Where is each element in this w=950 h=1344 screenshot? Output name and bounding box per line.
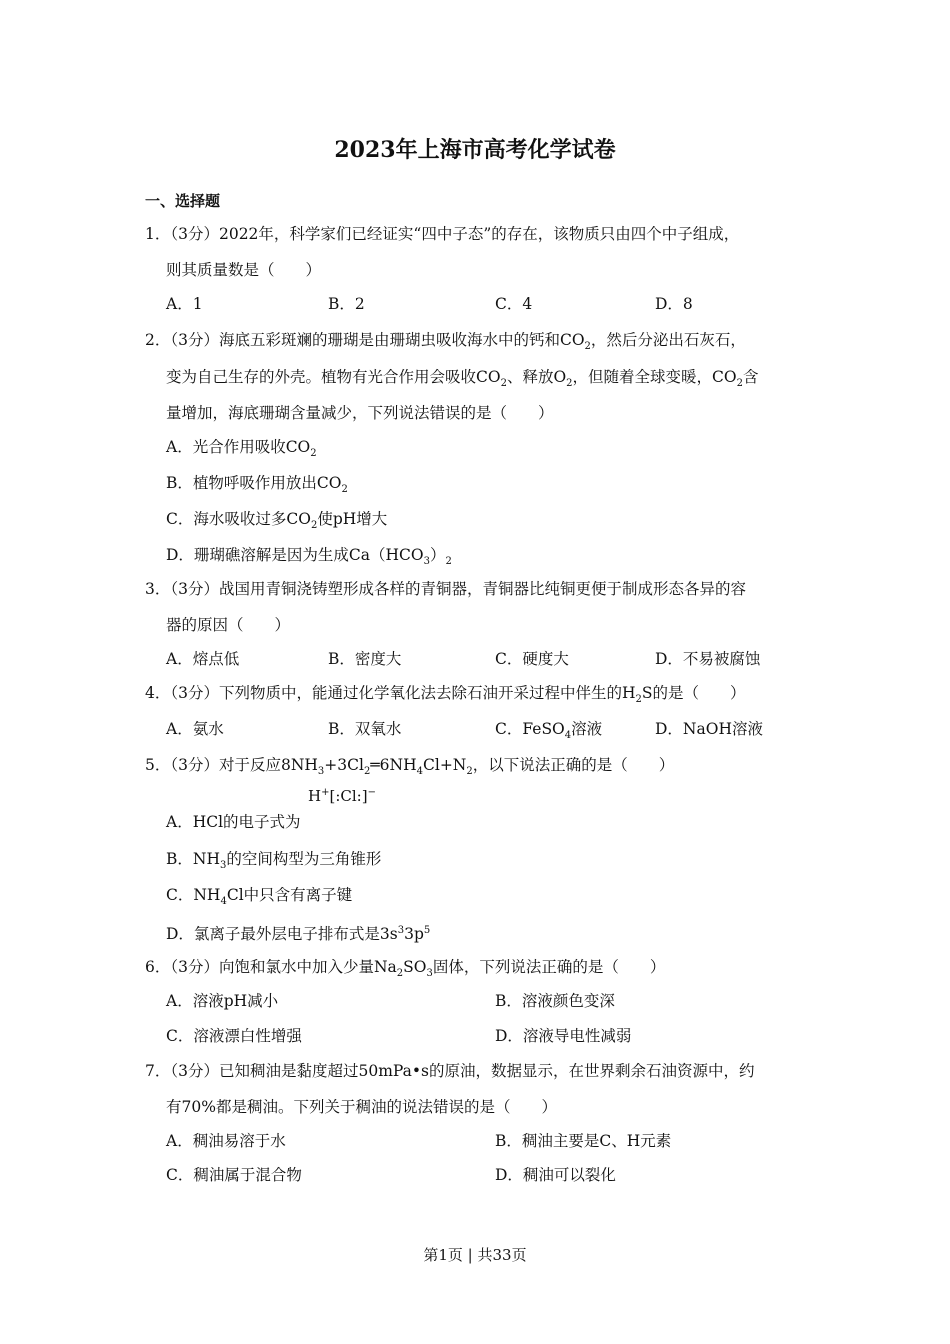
q5-option-c: C．$NH_4Cl$中只含有离子键	[166, 886, 353, 908]
q2-option-c: C．海水吸收过多$CO_2$使pH增大	[166, 510, 388, 532]
q7-option-b: B．稠油主要是C、H元素	[495, 1132, 672, 1150]
q4-option-b: B．双氧水	[328, 720, 402, 738]
q2-line1: 2．（3分）海底五彩斑斓的珊瑚是由珊瑚虫吸收海水中的钙和$CO_2$，然后分泌出石灰石，	[145, 331, 746, 353]
q3-option-c: C．硬度大	[495, 650, 569, 668]
q2-option-b: B．植物呼吸作用放出$CO_2$	[166, 474, 348, 496]
q2-line2: 变为自己生存的外壳。植物有光合作用会吸收$CO_2$、释放$O_2$，但随着全球变暖，$CO_2$含	[166, 368, 759, 390]
q1-option-a: A．1	[166, 295, 203, 313]
q2-option-a: A．光合作用吸收$CO_2$	[166, 438, 317, 460]
q4-option-a: A．氨水	[166, 720, 224, 738]
q6-option-b: B．溶液颜色变深	[495, 992, 615, 1010]
q3-option-a: A．熔点低	[166, 650, 240, 668]
section-heading: 一、选择题	[145, 192, 221, 210]
q6-option-c: C．溶液漂白性增强	[166, 1027, 302, 1045]
q1-option-c: C．4	[495, 295, 533, 313]
q6-option-a: A．溶液pH减小	[166, 992, 279, 1010]
q7-option-d: D．稠油可以裂化	[495, 1166, 616, 1184]
q4-option-c: C．FeSO$_4$溶液	[495, 720, 603, 742]
q7-line1: 7．（3分）已知稠油是黏度超过50mPa•s的原油，数据显示，在世界剩余石油资源中，约	[145, 1062, 755, 1080]
q4-option-d: D．NaOH溶液	[655, 720, 763, 738]
q4-line1: 4．（3分）下列物质中，能通过化学氧化法去除石油开采过程中伴生的$H_2S$的是（ ）	[145, 684, 746, 706]
q5-option-d: D．氯离子最外层电子排布式是$3s^33p^5$	[166, 925, 431, 944]
q1-option-b: B．2	[328, 295, 365, 313]
hcl-electron-formula: H+[:Cl:]−	[308, 787, 376, 805]
page-title: 2023年上海市高考化学试卷	[334, 137, 616, 163]
q2-option-d: D．珊瑚礁溶解是因为生成$Ca(HCO_3)_2$	[166, 546, 452, 568]
q3-option-b: B．密度大	[328, 650, 402, 668]
q5-option-a: A．HCl的电子式为	[166, 813, 301, 831]
q5-option-b: B．$NH_3$的空间构型为三角锥形	[166, 850, 382, 872]
q7-option-a: A．稠油易溶于水	[166, 1132, 286, 1150]
q7-option-c: C．稠油属于混合物	[166, 1166, 302, 1184]
q5-line1: 5．（3分）对于反应$8NH_3+3Cl_2═6NH_4Cl+N_2$，以下说法正确的是（ ）	[145, 756, 675, 778]
q1-line2: 则其质量数是（ ）	[166, 261, 322, 279]
q6-option-d: D．溶液导电性减弱	[495, 1027, 632, 1045]
page-footer: 第1页 | 共33页	[423, 1246, 527, 1264]
q3-line2: 器的原因（ ）	[166, 616, 291, 634]
q3-option-d: D．不易被腐蚀	[655, 650, 761, 668]
q2-line3: 量增加，海底珊瑚含量减少，下列说法错误的是（ ）	[166, 404, 554, 422]
q1-option-d: D．8	[655, 295, 693, 313]
q6-line1: 6．（3分）向饱和氯水中加入少量$Na_2SO_3$固体，下列说法正确的是（ ）	[145, 958, 666, 980]
q7-line2: 有70%都是稠油。下列关于稠油的说法错误的是（ ）	[166, 1098, 557, 1116]
q1-line1: 1．（3分）2022年，科学家们已经证实“四中子态”的存在，该物质只由四个中子组成，	[145, 225, 740, 243]
q3-line1: 3．（3分）战国用青铜浇铸塑形成各样的青铜器，青铜器比纯铜更便于制成形态各异的容	[145, 580, 746, 598]
